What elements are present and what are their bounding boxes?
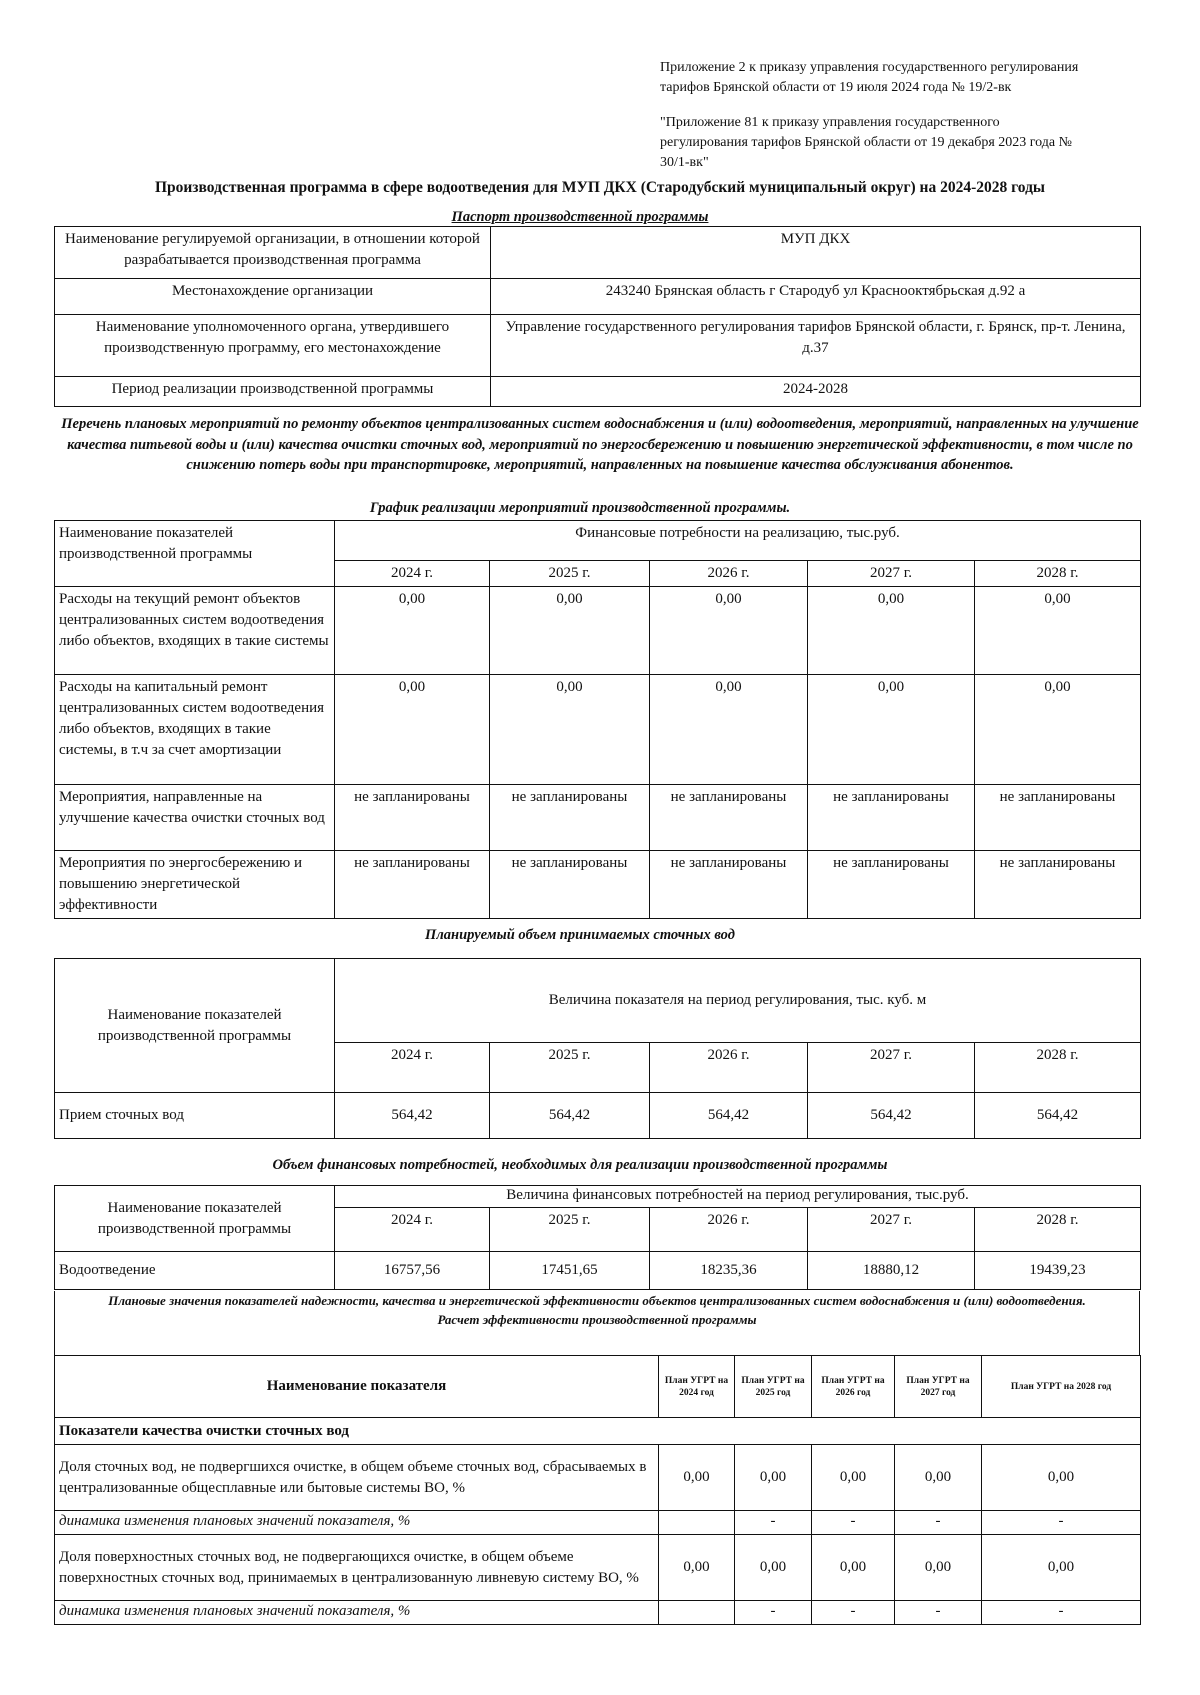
cell-value: - (812, 1511, 895, 1535)
row-label: Прием сточных вод (55, 1093, 335, 1139)
cell-value: не запланированы (975, 851, 1141, 919)
cell-value: 0,00 (335, 587, 490, 675)
dynamics-label: динамика изменения плановых значений показателя, % (55, 1511, 659, 1535)
cell-value: 16757,56 (335, 1252, 490, 1290)
passport-label: Наименование регулируемой организации, в отношении которой разрабатывается производственная программа (55, 227, 491, 279)
cell-value: 0,00 (808, 675, 975, 785)
passport-value: 243240 Брянская область г Стародуб ул Краснооктябрьская д.92 а (491, 279, 1141, 315)
passport-row (55, 315, 1141, 377)
cell-value: 0,00 (735, 1535, 812, 1601)
cell-value: - (812, 1601, 895, 1625)
year-header: 2024 г. (335, 1043, 490, 1093)
appendix-81-line3: 30/1-вк" (660, 155, 709, 170)
cell-value: 0,00 (735, 1445, 812, 1511)
passport-label: Период реализации производственной программы (55, 377, 491, 407)
finance-col-group: Величина финансовых потребностей на период регулирования, тыс.руб. (335, 1186, 1141, 1208)
appendix-81-line2: регулирования тарифов Брянской области от 19 декабря 2023 года № (660, 135, 1072, 150)
appendix-81-line1: "Приложение 81 к приказу управления государственного (660, 115, 1000, 130)
finance-col-name: Наименование показателей производственной программы (55, 1186, 335, 1252)
row-label: Доля сточных вод, не подвергшихся очистке, в общем объеме сточных вод, сбрасываемых в централизованные общесплавные или бытовые системы ВО, % (55, 1445, 659, 1511)
passport-value: 2024-2028 (491, 377, 1141, 407)
passport-row (55, 227, 1141, 279)
cell-value: 0,00 (808, 587, 975, 675)
year-header: 2025 г. (490, 1208, 650, 1252)
cell-value: 0,00 (650, 587, 808, 675)
cell-value: 0,00 (982, 1445, 1141, 1511)
year-header: 2026 г. (650, 1208, 808, 1252)
cell-value: не запланированы (335, 785, 490, 851)
passport-value: МУП ДКХ (491, 227, 1141, 279)
cell-value (659, 1511, 735, 1535)
table-row (55, 1511, 1141, 1535)
cell-value: 18235,36 (650, 1252, 808, 1290)
measures-col-name: Наименование показателей производственной программы (55, 521, 335, 587)
cell-value: 0,00 (975, 587, 1141, 675)
cell-value: 564,42 (975, 1093, 1141, 1139)
plan-col-header: План УГРТ на 2028 год (982, 1356, 1141, 1418)
section-label: Показатели качества очистки сточных вод (55, 1418, 1141, 1445)
cell-value: 564,42 (650, 1093, 808, 1139)
cell-value: 0,00 (812, 1445, 895, 1511)
plan-col-header: План УГРТ на 2024 год (659, 1356, 735, 1418)
volume-col-group: Величина показателя на период регулирования, тыс. куб. м (335, 959, 1141, 1043)
cell-value: - (735, 1511, 812, 1535)
indicators-heading-box (54, 1291, 1140, 1355)
cell-value: 17451,65 (490, 1252, 650, 1290)
cell-value: 564,42 (335, 1093, 490, 1139)
row-label: Расходы на текущий ремонт объектов централизованных систем водоотведения либо объектов, входящих в такие системы (55, 587, 335, 675)
indicators-heading: Плановые значения показателей надежности, качества и энергетической эффективности объектов централизованных систем водоснабжения и (или) водоотведения. (108, 1293, 1086, 1308)
finance-table (54, 1185, 1141, 1290)
cell-value: 0,00 (982, 1535, 1141, 1601)
table-row (55, 675, 1141, 785)
table-row (55, 785, 1141, 851)
cell-value: - (982, 1601, 1141, 1625)
cell-value: 0,00 (490, 675, 650, 785)
cell-value: 0,00 (659, 1445, 735, 1511)
passport-row (55, 377, 1141, 407)
volume-heading: Планируемый объем принимаемых сточных вод (425, 927, 735, 943)
year-header: 2025 г. (490, 561, 650, 587)
cell-value (659, 1601, 735, 1625)
appendix-2-line2: тарифов Брянской области от 19 июля 2024 года № 19/2-вк (660, 80, 1012, 95)
passport-row (55, 279, 1141, 315)
year-header: 2027 г. (808, 561, 975, 587)
dynamics-label: динамика изменения плановых значений показателя, % (55, 1601, 659, 1625)
passport-label: Наименование уполномоченного органа, утвердившего производственную программу, его местонахождение (55, 315, 491, 377)
row-label: Мероприятия по энергосбережению и повышению энергетической эффективности (55, 851, 335, 919)
row-label: Расходы на капитальный ремонт централизованных систем водоотведения либо объектов, входящих в такие системы, в т.ч за счет амортизации (55, 675, 335, 785)
cell-value: не запланированы (650, 785, 808, 851)
document-title: Производственная программа в сфере водоотведения для МУП ДКХ (Стародубский муниципальный округ) на 2024-2028 годы (154, 179, 1046, 196)
cell-value: 0,00 (895, 1445, 982, 1511)
cell-value: - (895, 1511, 982, 1535)
cell-value: не запланированы (490, 785, 650, 851)
plan-col-header: План УГРТ на 2027 год (895, 1356, 982, 1418)
measures-table (54, 520, 1141, 919)
year-header: 2024 г. (335, 1208, 490, 1252)
cell-value: - (735, 1601, 812, 1625)
cell-value: 0,00 (812, 1535, 895, 1601)
year-header: 2028 г. (975, 1208, 1141, 1252)
cell-value: 0,00 (335, 675, 490, 785)
cell-value: 564,42 (490, 1093, 650, 1139)
passport-label: Местонахождение организации (55, 279, 491, 315)
cell-value: - (895, 1601, 982, 1625)
plan-col-header: План УГРТ на 2026 год (812, 1356, 895, 1418)
cell-value: не запланированы (975, 785, 1141, 851)
passport-table (54, 226, 1141, 407)
plan-col-header: План УГРТ на 2025 год (735, 1356, 812, 1418)
year-header: 2025 г. (490, 1043, 650, 1093)
row-label: Мероприятия, направленные на улучшение качества очистки сточных вод (55, 785, 335, 851)
year-header: 2026 г. (650, 561, 808, 587)
cell-value: 0,00 (975, 675, 1141, 785)
cell-value: 19439,23 (975, 1252, 1141, 1290)
indicators-subheading: Расчет эффективности производственной программы (437, 1312, 757, 1327)
appendix-2-note (660, 58, 1078, 98)
table-row (55, 1445, 1141, 1511)
table-row (55, 851, 1141, 919)
volume-table (54, 958, 1141, 1139)
table-row (55, 1601, 1141, 1625)
cell-value: 0,00 (895, 1535, 982, 1601)
table-row (55, 587, 1141, 675)
row-label: Водоотведение (55, 1252, 335, 1290)
measures-col-group: Финансовые потребности на реализацию, тыс.руб. (335, 521, 1141, 561)
cell-value: 564,42 (808, 1093, 975, 1139)
cell-value: 0,00 (659, 1535, 735, 1601)
cell-value: не запланированы (490, 851, 650, 919)
measures-heading: Перечень плановых мероприятий по ремонту объектов централизованных систем водоснабжения и (или) водоотведения, мероприятий, направленных на улучшение качества питьевой воды и (или) качества очистки сточных вод, мероприятий по энергосбережению и повышению энергетической эффективности, в том числе по снижению потерь воды при транспортировке, мероприятий, направленных на повышение качества обслуживания абонентов. (61, 416, 1139, 473)
passport-heading: Паспорт производственной программы (451, 209, 709, 225)
cell-value: 18880,12 (808, 1252, 975, 1290)
indicators-col-name: Наименование показателя (55, 1356, 659, 1418)
row-label: Доля поверхностных сточных вод, не подвергающихся очистке, в общем объеме поверхностных сточных вод, принимаемых в централизованную ливневую систему ВО, % (55, 1535, 659, 1601)
year-header: 2026 г. (650, 1043, 808, 1093)
table-row (55, 1093, 1141, 1139)
year-header: 2024 г. (335, 561, 490, 587)
cell-value: - (982, 1511, 1141, 1535)
indicators-table (54, 1355, 1141, 1625)
appendix-2-line1: Приложение 2 к приказу управления государственного регулирования (660, 60, 1079, 75)
cell-value: не запланированы (335, 851, 490, 919)
volume-col-name: Наименование показателей производственной программы (55, 959, 335, 1093)
cell-value: не запланированы (650, 851, 808, 919)
finance-heading: Объем финансовых потребностей, необходимых для реализации производственной программы (272, 1157, 888, 1173)
year-header: 2028 г. (975, 1043, 1141, 1093)
passport-value: Управление государственного регулирования тарифов Брянской области, г. Брянск, пр-т. Ленина, д.37 (491, 315, 1141, 377)
cell-value: не запланированы (808, 785, 975, 851)
appendix-81-note (660, 113, 1072, 173)
table-row (55, 1535, 1141, 1601)
cell-value: не запланированы (808, 851, 975, 919)
year-header: 2027 г. (808, 1208, 975, 1252)
cell-value: 0,00 (650, 675, 808, 785)
measures-subheading: График реализации мероприятий производственной программы. (369, 500, 791, 516)
year-header: 2028 г. (975, 561, 1141, 587)
table-row (55, 1252, 1141, 1290)
year-header: 2027 г. (808, 1043, 975, 1093)
cell-value: 0,00 (490, 587, 650, 675)
